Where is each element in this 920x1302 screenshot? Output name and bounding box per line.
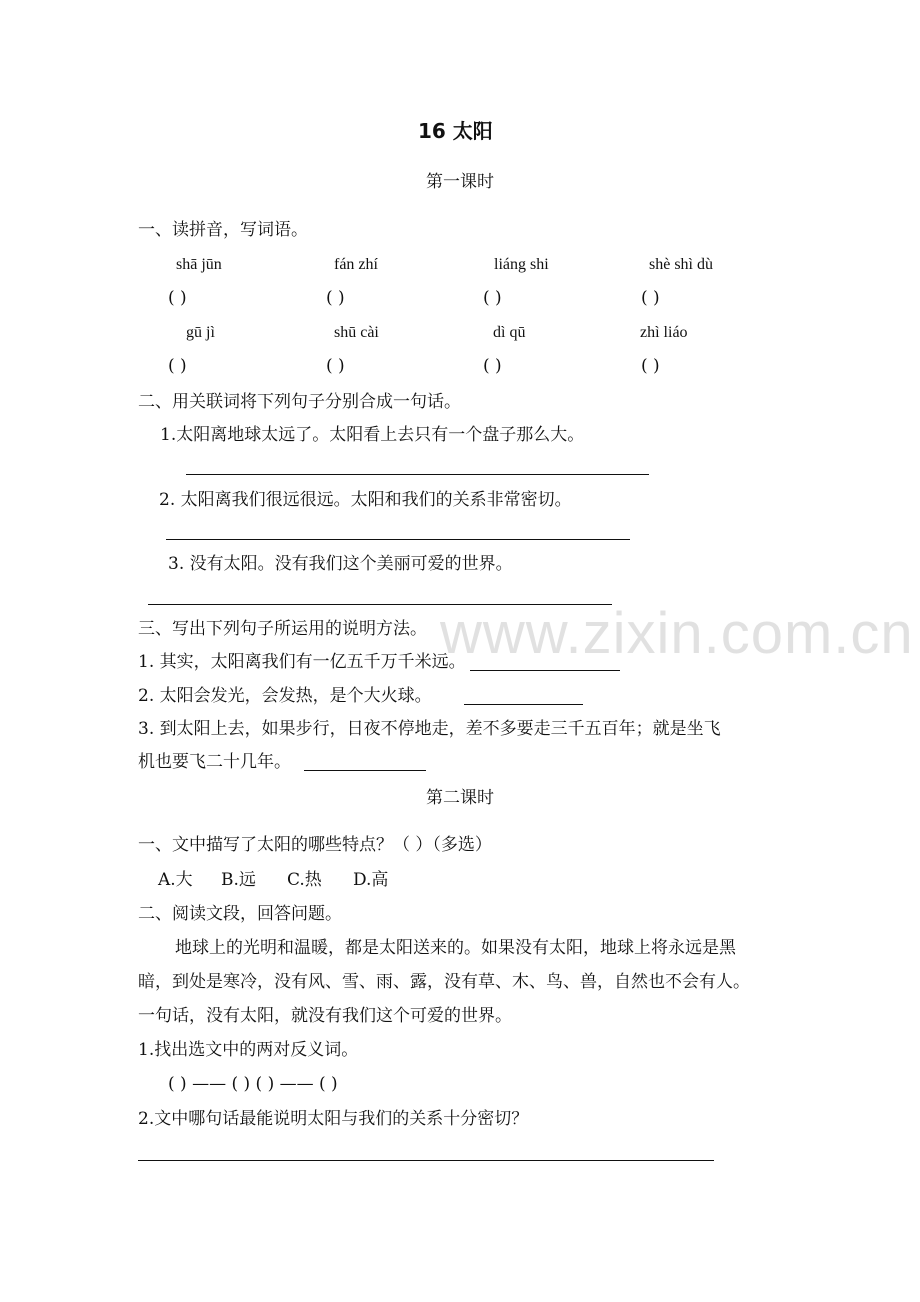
- answer-paren[interactable]: ( ): [641, 288, 660, 308]
- answer-paren[interactable]: ( ): [641, 356, 660, 376]
- answer-line[interactable]: [304, 770, 426, 771]
- answer-line[interactable]: [166, 539, 630, 540]
- answer-paren[interactable]: ( ): [483, 356, 502, 376]
- answer-paren[interactable]: ( ): [326, 288, 345, 308]
- answer-paren[interactable]: ( ): [168, 288, 187, 308]
- l2-sub2: 2.文中哪句话最能说明太阳与我们的关系十分密切？: [138, 1109, 529, 1129]
- pinyin-3: liáng shi: [494, 256, 549, 273]
- watermark: www.zixin.com.cn: [440, 601, 914, 666]
- answer-line[interactable]: [138, 1160, 714, 1161]
- option-b[interactable]: B.远: [221, 870, 256, 890]
- pinyin-6: shū cài: [334, 324, 379, 341]
- page-title: 16 太阳: [418, 119, 493, 143]
- answer-paren[interactable]: ( ): [326, 356, 345, 376]
- pinyin-7: dì qū: [493, 324, 526, 341]
- q3-item: 1. 其实，太阳离我们有一亿五千万千米远。: [138, 652, 466, 672]
- antonym-pairs[interactable]: ( ) —— ( ) ( ) —— ( ): [168, 1074, 338, 1094]
- pinyin-1: shā jūn: [176, 256, 222, 273]
- l2-q2-title: 二、阅读文段，回答问题。: [138, 904, 342, 924]
- l2-sub1: 1.找出选文中的两对反义词。: [138, 1040, 359, 1060]
- q1-title: 一、读拼音，写词语。: [138, 220, 308, 240]
- q2-title: 二、用关联词将下列句子分别合成一句话。: [138, 392, 461, 412]
- l2-q1-title: 一、文中描写了太阳的哪些特点？（ ）（多选）: [138, 835, 492, 855]
- answer-paren[interactable]: ( ): [483, 288, 502, 308]
- lesson2-heading: 第二课时: [426, 788, 494, 808]
- passage-line: 地球上的光明和温暖，都是太阳送来的。如果没有太阳，地球上将永远是黑: [175, 938, 736, 958]
- passage-line: 暗，到处是寒冷，没有风、雪、雨、露，没有草、木、鸟、兽，自然也不会有人。: [138, 972, 750, 992]
- q3-item: 3. 到太阳上去，如果步行，日夜不停地走，差不多要走三千五百年；就是坐飞: [138, 719, 721, 739]
- pinyin-2: fán zhí: [334, 256, 378, 273]
- answer-line[interactable]: [186, 474, 649, 475]
- pinyin-8: zhì liáo: [640, 324, 688, 341]
- q3-item: 机也要飞二十几年。: [138, 752, 291, 772]
- option-d[interactable]: D.高: [353, 870, 389, 890]
- option-c[interactable]: C.热: [287, 870, 322, 890]
- option-a[interactable]: A.大: [158, 870, 193, 890]
- passage-line: 一句话，没有太阳，就没有我们这个可爱的世界。: [138, 1006, 512, 1026]
- q3-title: 三、写出下列句子所运用的说明方法。: [138, 619, 427, 639]
- answer-line[interactable]: [470, 670, 620, 671]
- q2-item: 3. 没有太阳。没有我们这个美丽可爱的世界。: [168, 554, 513, 574]
- q3-item: 2. 太阳会发光，会发热，是个大火球。: [138, 686, 432, 706]
- pinyin-5: gū jì: [186, 324, 215, 341]
- answer-paren[interactable]: ( ): [168, 356, 187, 376]
- answer-line[interactable]: [464, 704, 583, 705]
- q2-item: 2. 太阳离我们很远很远。太阳和我们的关系非常密切。: [159, 490, 572, 510]
- q2-item: 1.太阳离地球太远了。太阳看上去只有一个盘子那么大。: [160, 425, 585, 445]
- lesson1-heading: 第一课时: [426, 172, 494, 192]
- pinyin-4: shè shì dù: [649, 256, 713, 273]
